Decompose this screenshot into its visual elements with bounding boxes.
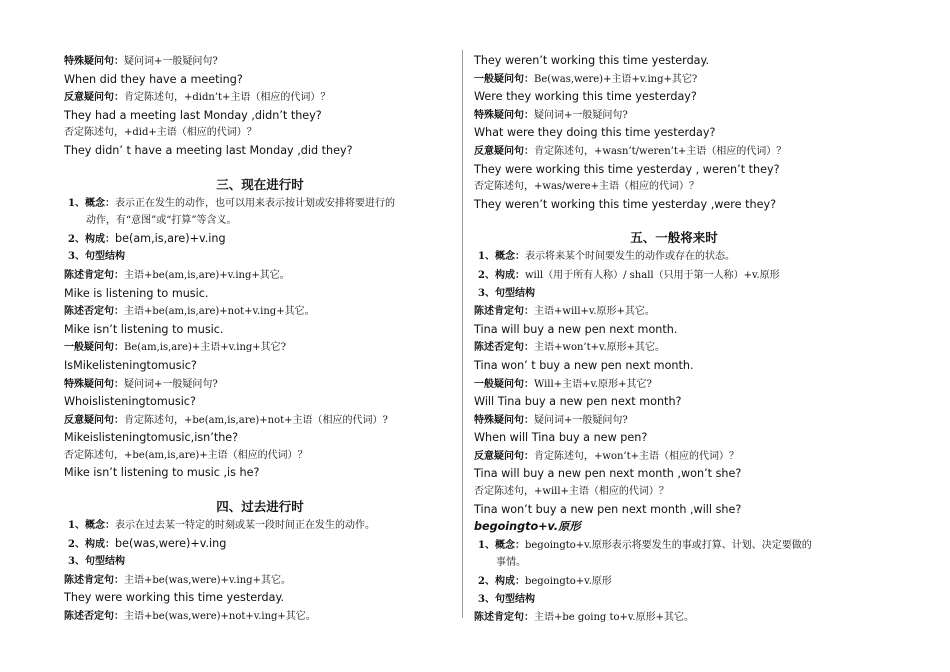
be-going-to-concept: 1、概念：begoingto+v.原形表示将要发生的事或打算、计划、决定要做的 [478, 539, 812, 551]
bgt-affirmative: 陈述肯定句：主语+be going to+v.原形+其它。 [474, 612, 694, 624]
pc-special-question-example: Whoislisteningtomusic? [64, 395, 196, 409]
pastc-special-question: 特殊疑问句：疑问词+一般疑问句? [474, 109, 628, 121]
pc-tag-question: 反意疑问句：肯定陈述句，+be(am,is,are)+not+主语（相应的代词）? [64, 414, 388, 426]
simple-future-concept: 1、概念：表示将来某个时间要发生的动作或存在的状态。 [478, 251, 735, 263]
pc-affirmative-example: Mike is listening to music. [64, 286, 209, 300]
pastc-negative: 陈述否定句：主语+be(was,were)+not+v.ing+其它。 [64, 611, 316, 623]
past-continuous-concept: 1、概念：表示在过去某一特定的时刻或某一段时间正在发生的动作。 [68, 520, 375, 532]
pc-general-question-example: IsMikelisteningtomusic? [64, 358, 197, 372]
pc-special-question: 特殊疑问句：疑问词+一般疑问句? [64, 378, 218, 390]
left-special-question: 特殊疑问句：疑问词+一般疑问句? [64, 56, 218, 67]
left-example-2: They had a meeting last Monday ,didn’t they? [64, 108, 322, 122]
sf-general-question: 一般疑问句：Will+主语+v.原形+其它? [474, 378, 652, 390]
present-continuous-structure: 3、句型结构 [68, 251, 125, 263]
present-continuous-form: 2、构成：be(am,is,are)+v.ing [68, 231, 226, 245]
pastc-tag-question: 反意疑问句：肯定陈述句，+wasn’t/weren’t+主语（相应的代词）？ [474, 145, 787, 157]
pc-tag-question-example: Mikeislisteningtomusic,isn’the? [64, 431, 239, 445]
pc-negative-tag-example: Mike isn’t listening to music ,is he? [64, 466, 260, 480]
pc-negative-tag: 否定陈述句，+be(am,is,are)+主语（相应的代词）？ [64, 449, 308, 461]
right-column [474, 52, 874, 627]
simple-future-structure: 3、句型结构 [478, 287, 535, 299]
left-column [64, 52, 456, 626]
pastc-negative-tag-example: They weren’t working this time yesterday ,were they? [474, 197, 777, 211]
pc-negative-example: Mike isn’t listening to music. [64, 322, 224, 336]
sf-negative-example: Tina won’ t buy a new pen next month. [474, 358, 694, 372]
pastc-affirmative: 陈述肯定句：主语+be(was,were)+v.ing+其它。 [64, 574, 291, 586]
pastc-tag-question-example: They were working this time yesterday , weren’t they? [474, 162, 780, 176]
pastc-affirmative-example: They were working this time yesterday. [64, 591, 285, 605]
left-example-3: They didn’ t have a meeting last Monday ,did they? [64, 143, 353, 157]
sf-negative: 陈述否定句：主语+won’t+v.原形+其它。 [474, 342, 665, 354]
sf-negative-tag: 否定陈述句，+will+主语（相应的代词）？ [474, 486, 669, 498]
pc-affirmative: 陈述肯定句：主语+be(am,is,are)+v.ing+其它。 [64, 269, 290, 281]
pc-negative: 陈述否定句：主语+be(am,is,are)+not+v.ing+其它。 [64, 306, 315, 318]
pc-general-question: 一般疑问句：Be(am,is,are)+主语+v.ing+其它? [64, 342, 287, 354]
pastc-negative-tag: 否定陈述句，+was/were+主语（相应的代词）？ [474, 181, 699, 193]
pastc-general-question-example: Were they working this time yesterday? [474, 90, 697, 104]
simple-future-form: 2、构成：will（用于所有人称）/ shall（只用于第一人称）+v.原形 [478, 269, 780, 281]
sf-affirmative-example: Tina will buy a new pen next month. [474, 322, 678, 336]
subheading-be-going-to: begoingto+v.原形 [474, 520, 581, 534]
sf-general-question-example: Will Tina buy a new pen next month? [474, 395, 682, 409]
left-negative-tag: 否定陈述句，+did+主语（相应的代词）？ [64, 127, 257, 139]
sf-affirmative: 陈述肯定句：主语+will+v.原形+其它。 [474, 306, 655, 318]
be-going-to-form: 2、构成：begoingto+v.原形 [478, 576, 612, 588]
sf-tag-question-example: Tina will buy a new pen next month ,won’t she? [474, 467, 742, 481]
past-continuous-form: 2、构成：be(was,were)+v.ing [68, 536, 227, 550]
sf-special-question-example: When will Tina buy a new pen? [474, 431, 648, 445]
pastc-general-question: 一般疑问句：Be(was,were)+主语+v.ing+其它? [474, 73, 698, 85]
pastc-special-question-example: What were they doing this time yesterday? [474, 126, 716, 140]
sf-special-question: 特殊疑问句：疑问词+一般疑问句? [474, 414, 628, 426]
section-heading-past-continuous: 四、过去进行时 [216, 499, 304, 515]
past-continuous-structure: 3、句型结构 [68, 556, 125, 568]
left-example-1: When did they have a meeting? [64, 72, 243, 86]
sf-negative-tag-example: Tina won’t buy a new pen next month ,will she? [474, 502, 742, 516]
left-tag-question: 反意疑问句：肯定陈述句，+didn’t+主语（相应的代词）？ [64, 92, 331, 104]
be-going-to-concept-cont: 事情。 [496, 557, 526, 569]
sf-tag-question: 反意疑问句：肯定陈述句，+won’t+主语（相应的代词）？ [474, 450, 739, 462]
pastc-negative-example: They weren’t working this time yesterday. [474, 54, 710, 67]
section-heading-simple-future: 五、一般将来时 [630, 230, 718, 246]
present-continuous-concept-cont: 动作，有“意图”或“打算”等含义。 [86, 215, 237, 227]
section-heading-present-continuous: 三、现在进行时 [216, 176, 304, 192]
be-going-to-structure: 3、句型结构 [478, 593, 535, 605]
column-divider [462, 50, 463, 618]
present-continuous-concept: 1、概念：表示正在发生的动作，也可以用来表示按计划或安排将要进行的 [68, 197, 395, 209]
